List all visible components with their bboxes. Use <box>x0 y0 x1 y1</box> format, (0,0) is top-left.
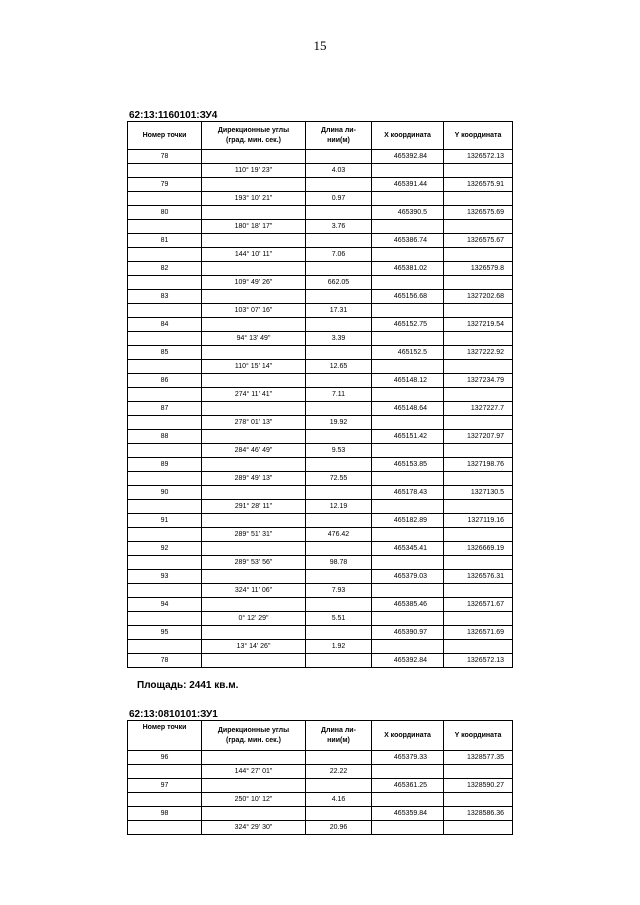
direction-angle-cell <box>202 458 306 472</box>
point-row <box>128 206 513 220</box>
segment-row <box>128 416 513 430</box>
direction-angle-cell: 180° 18' 17" <box>202 220 306 234</box>
x-coordinate-cell: 465151.42 <box>372 430 444 444</box>
x-coordinate-cell: 465379.33 <box>372 751 444 765</box>
line-length-cell <box>306 751 372 765</box>
x-coordinate-cell: 465152.75 <box>372 318 444 332</box>
segment-row <box>128 332 513 346</box>
point-number-cell <box>128 192 202 206</box>
x-coordinate-cell: 465390.97 <box>372 626 444 640</box>
x-coordinate-cell: 465152.5 <box>372 346 444 360</box>
y-coordinate-cell <box>444 765 513 779</box>
y-coordinate-cell <box>444 164 513 178</box>
section-title-zu4: 62:13:1160101:ЗУ4 <box>129 110 218 121</box>
direction-angle-cell <box>202 542 306 556</box>
line-length-cell: 3.76 <box>306 220 372 234</box>
line-length-cell: 5.51 <box>306 612 372 626</box>
line-length-cell: 7.06 <box>306 248 372 262</box>
point-number-cell: 79 <box>128 178 202 192</box>
line-length-cell <box>306 234 372 248</box>
x-coordinate-cell: 465379.03 <box>372 570 444 584</box>
y-coordinate-cell <box>444 640 513 654</box>
x-coordinate-cell <box>372 304 444 318</box>
line-length-cell: 7.11 <box>306 388 372 402</box>
table-body-zu4 <box>128 150 513 668</box>
y-coordinate-cell <box>444 332 513 346</box>
segment-row <box>128 528 513 542</box>
segment-row <box>128 472 513 486</box>
header-angle: Дирекционные углы (град. мин. сек.) <box>202 122 306 150</box>
line-length-cell: 3.39 <box>306 332 372 346</box>
y-coordinate-cell: 1327119.16 <box>444 514 513 528</box>
segment-row <box>128 765 513 779</box>
point-row <box>128 807 513 821</box>
line-length-cell: 12.65 <box>306 360 372 374</box>
line-length-cell <box>306 178 372 192</box>
x-coordinate-cell: 465361.25 <box>372 779 444 793</box>
direction-angle-cell: 94° 13' 49" <box>202 332 306 346</box>
line-length-cell: 12.19 <box>306 500 372 514</box>
line-length-cell <box>306 262 372 276</box>
direction-angle-cell: 110° 19' 23" <box>202 164 306 178</box>
line-length-cell <box>306 290 372 304</box>
point-number-cell: 83 <box>128 290 202 304</box>
direction-angle-cell: 278° 01' 13" <box>202 416 306 430</box>
line-length-cell <box>306 779 372 793</box>
line-length-cell <box>306 374 372 388</box>
point-row <box>128 318 513 332</box>
segment-row <box>128 304 513 318</box>
y-coordinate-cell: 1326571.69 <box>444 626 513 640</box>
x-coordinate-cell <box>372 528 444 542</box>
point-row <box>128 150 513 164</box>
line-length-cell <box>306 570 372 584</box>
y-coordinate-cell <box>444 556 513 570</box>
direction-angle-cell: 193° 10' 21" <box>202 192 306 206</box>
x-coordinate-cell <box>372 276 444 290</box>
point-row <box>128 458 513 472</box>
line-length-cell <box>306 807 372 821</box>
segment-row <box>128 360 513 374</box>
line-length-cell <box>306 402 372 416</box>
direction-angle-cell: 103° 07' 16" <box>202 304 306 318</box>
direction-angle-cell <box>202 318 306 332</box>
y-coordinate-cell <box>444 416 513 430</box>
point-row <box>128 262 513 276</box>
segment-row <box>128 192 513 206</box>
line-length-cell <box>306 486 372 500</box>
y-coordinate-cell <box>444 528 513 542</box>
x-coordinate-cell <box>372 248 444 262</box>
direction-angle-cell <box>202 206 306 220</box>
point-number-cell <box>128 360 202 374</box>
line-length-cell: 662.05 <box>306 276 372 290</box>
point-number-cell: 84 <box>128 318 202 332</box>
direction-angle-cell: 289° 51' 31" <box>202 528 306 542</box>
x-coordinate-cell: 465386.74 <box>372 234 444 248</box>
x-coordinate-cell <box>372 793 444 807</box>
point-number-cell <box>128 304 202 318</box>
y-coordinate-cell <box>444 248 513 262</box>
line-length-cell: 22.22 <box>306 765 372 779</box>
direction-angle-cell <box>202 346 306 360</box>
direction-angle-cell <box>202 598 306 612</box>
line-length-cell <box>306 514 372 528</box>
y-coordinate-cell <box>444 472 513 486</box>
point-row <box>128 626 513 640</box>
y-coordinate-cell <box>444 220 513 234</box>
direction-angle-cell: 144° 10' 11" <box>202 248 306 262</box>
direction-angle-cell <box>202 570 306 584</box>
header-length: Длина ли- нии(м) <box>306 721 372 751</box>
segment-row <box>128 164 513 178</box>
point-number-cell: 93 <box>128 570 202 584</box>
line-length-cell: 476.42 <box>306 528 372 542</box>
x-coordinate-cell: 465390.5 <box>372 206 444 220</box>
y-coordinate-cell <box>444 388 513 402</box>
y-coordinate-cell <box>444 444 513 458</box>
point-row <box>128 598 513 612</box>
header-x: X координата <box>372 721 444 751</box>
point-number-cell: 78 <box>128 654 202 668</box>
y-coordinate-cell: 1327207.97 <box>444 430 513 444</box>
x-coordinate-cell <box>372 584 444 598</box>
x-coordinate-cell <box>372 640 444 654</box>
point-number-cell <box>128 821 202 835</box>
x-coordinate-cell <box>372 164 444 178</box>
point-number-cell: 78 <box>128 150 202 164</box>
y-coordinate-cell <box>444 821 513 835</box>
line-length-cell <box>306 626 372 640</box>
direction-angle-cell: 289° 53' 56" <box>202 556 306 570</box>
point-number-cell: 91 <box>128 514 202 528</box>
line-length-cell: 1.92 <box>306 640 372 654</box>
x-coordinate-cell <box>372 765 444 779</box>
x-coordinate-cell <box>372 192 444 206</box>
point-number-cell: 95 <box>128 626 202 640</box>
line-length-cell: 7.93 <box>306 584 372 598</box>
x-coordinate-cell <box>372 556 444 570</box>
y-coordinate-cell: 1326575.67 <box>444 234 513 248</box>
point-number-cell <box>128 472 202 486</box>
point-row <box>128 751 513 765</box>
y-coordinate-cell <box>444 500 513 514</box>
x-coordinate-cell: 465182.89 <box>372 514 444 528</box>
y-coordinate-cell: 1326572.13 <box>444 654 513 668</box>
line-length-cell <box>306 654 372 668</box>
point-number-cell <box>128 528 202 542</box>
segment-row <box>128 220 513 234</box>
point-number-cell <box>128 388 202 402</box>
direction-angle-cell <box>202 262 306 276</box>
direction-angle-cell <box>202 626 306 640</box>
point-number-cell: 82 <box>128 262 202 276</box>
y-coordinate-cell <box>444 584 513 598</box>
point-number-cell: 98 <box>128 807 202 821</box>
point-number-cell <box>128 584 202 598</box>
segment-row <box>128 276 513 290</box>
line-length-cell: 17.31 <box>306 304 372 318</box>
point-row <box>128 402 513 416</box>
direction-angle-cell <box>202 178 306 192</box>
point-number-cell: 85 <box>128 346 202 360</box>
y-coordinate-cell <box>444 304 513 318</box>
y-coordinate-cell: 1327222.92 <box>444 346 513 360</box>
point-number-cell <box>128 416 202 430</box>
point-number-cell <box>128 220 202 234</box>
x-coordinate-cell: 465148.64 <box>372 402 444 416</box>
page-number: 15 <box>313 38 327 53</box>
line-length-cell: 19.92 <box>306 416 372 430</box>
point-number-cell: 94 <box>128 598 202 612</box>
point-number-cell <box>128 640 202 654</box>
point-number-cell <box>128 556 202 570</box>
y-coordinate-cell: 1326575.69 <box>444 206 513 220</box>
point-row <box>128 654 513 668</box>
point-number-cell <box>128 500 202 514</box>
line-length-cell <box>306 150 372 164</box>
point-row <box>128 374 513 388</box>
y-coordinate-cell: 1327219.54 <box>444 318 513 332</box>
line-length-cell <box>306 542 372 556</box>
point-number-cell <box>128 444 202 458</box>
x-coordinate-cell <box>372 500 444 514</box>
x-coordinate-cell <box>372 612 444 626</box>
y-coordinate-cell: 1328586.36 <box>444 807 513 821</box>
y-coordinate-cell: 1326571.67 <box>444 598 513 612</box>
table-header-row <box>128 721 513 751</box>
point-number-cell: 90 <box>128 486 202 500</box>
x-coordinate-cell: 465392.84 <box>372 654 444 668</box>
x-coordinate-cell <box>372 388 444 402</box>
line-length-cell <box>306 318 372 332</box>
point-row <box>128 542 513 556</box>
header-point: Номер точки <box>128 122 202 150</box>
y-coordinate-cell: 1328577.35 <box>444 751 513 765</box>
segment-row <box>128 444 513 458</box>
line-length-cell: 4.03 <box>306 164 372 178</box>
x-coordinate-cell: 465345.41 <box>372 542 444 556</box>
direction-angle-cell: 289° 49' 13" <box>202 472 306 486</box>
point-row <box>128 514 513 528</box>
coordinates-table-zu1 <box>127 720 513 835</box>
header-x: X координата <box>372 122 444 150</box>
direction-angle-cell <box>202 807 306 821</box>
y-coordinate-cell: 1327234.79 <box>444 374 513 388</box>
point-number-cell <box>128 164 202 178</box>
header-y: Y координата <box>444 122 513 150</box>
line-length-cell <box>306 206 372 220</box>
point-number-cell <box>128 332 202 346</box>
direction-angle-cell <box>202 779 306 793</box>
header-point: Номер точки <box>128 721 202 751</box>
point-number-cell: 86 <box>128 374 202 388</box>
x-coordinate-cell: 465359.84 <box>372 807 444 821</box>
x-coordinate-cell <box>372 821 444 835</box>
direction-angle-cell <box>202 150 306 164</box>
point-number-cell: 81 <box>128 234 202 248</box>
x-coordinate-cell <box>372 444 444 458</box>
direction-angle-cell: 144° 27' 01" <box>202 765 306 779</box>
direction-angle-cell <box>202 514 306 528</box>
table-header-row <box>128 122 513 150</box>
direction-angle-cell <box>202 234 306 248</box>
line-length-cell: 20.96 <box>306 821 372 835</box>
x-coordinate-cell <box>372 416 444 430</box>
point-number-cell: 80 <box>128 206 202 220</box>
point-number-cell <box>128 612 202 626</box>
point-row <box>128 290 513 304</box>
y-coordinate-cell: 1326669.19 <box>444 542 513 556</box>
point-number-cell: 97 <box>128 779 202 793</box>
header-angle: Дирекционные углы (град. мин. сек.) <box>202 721 306 751</box>
direction-angle-cell <box>202 486 306 500</box>
direction-angle-cell: 324° 29' 30" <box>202 821 306 835</box>
segment-row <box>128 388 513 402</box>
direction-angle-cell: 13° 14' 26" <box>202 640 306 654</box>
line-length-cell <box>306 458 372 472</box>
direction-angle-cell <box>202 751 306 765</box>
point-row <box>128 779 513 793</box>
segment-row <box>128 612 513 626</box>
point-number-cell: 89 <box>128 458 202 472</box>
direction-angle-cell <box>202 654 306 668</box>
point-row <box>128 570 513 584</box>
direction-angle-cell: 284° 46' 49" <box>202 444 306 458</box>
x-coordinate-cell <box>372 360 444 374</box>
coordinates-table-zu4 <box>127 121 513 668</box>
x-coordinate-cell <box>372 332 444 346</box>
point-number-cell: 96 <box>128 751 202 765</box>
direction-angle-cell <box>202 430 306 444</box>
segment-row <box>128 556 513 570</box>
direction-angle-cell: 0° 12' 29" <box>202 612 306 626</box>
point-number-cell: 88 <box>128 430 202 444</box>
y-coordinate-cell <box>444 276 513 290</box>
point-number-cell: 92 <box>128 542 202 556</box>
direction-angle-cell: 324° 11' 06" <box>202 584 306 598</box>
direction-angle-cell: 274° 11' 41" <box>202 388 306 402</box>
point-number-cell <box>128 793 202 807</box>
direction-angle-cell: 250° 10' 12" <box>202 793 306 807</box>
y-coordinate-cell <box>444 192 513 206</box>
x-coordinate-cell: 465148.12 <box>372 374 444 388</box>
direction-angle-cell: 291° 28' 11" <box>202 500 306 514</box>
direction-angle-cell <box>202 402 306 416</box>
line-length-cell: 4.16 <box>306 793 372 807</box>
segment-row <box>128 584 513 598</box>
y-coordinate-cell: 1328590.27 <box>444 779 513 793</box>
x-coordinate-cell: 465385.46 <box>372 598 444 612</box>
point-row <box>128 486 513 500</box>
x-coordinate-cell: 465392.84 <box>372 150 444 164</box>
y-coordinate-cell <box>444 612 513 626</box>
line-length-cell: 98.78 <box>306 556 372 570</box>
x-coordinate-cell: 465178.43 <box>372 486 444 500</box>
line-length-cell: 9.53 <box>306 444 372 458</box>
x-coordinate-cell: 465156.68 <box>372 290 444 304</box>
segment-row <box>128 640 513 654</box>
x-coordinate-cell: 465391.44 <box>372 178 444 192</box>
line-length-cell <box>306 598 372 612</box>
line-length-cell <box>306 346 372 360</box>
point-row <box>128 346 513 360</box>
point-row <box>128 430 513 444</box>
y-coordinate-cell: 1327202.68 <box>444 290 513 304</box>
point-number-cell <box>128 276 202 290</box>
x-coordinate-cell: 465153.85 <box>372 458 444 472</box>
y-coordinate-cell: 1326579.8 <box>444 262 513 276</box>
segment-row <box>128 793 513 807</box>
y-coordinate-cell: 1327130.5 <box>444 486 513 500</box>
point-number-cell: 87 <box>128 402 202 416</box>
direction-angle-cell <box>202 290 306 304</box>
point-number-cell <box>128 248 202 262</box>
direction-angle-cell <box>202 374 306 388</box>
line-length-cell <box>306 430 372 444</box>
y-coordinate-cell: 1326572.13 <box>444 150 513 164</box>
section-title-zu1: 62:13:0810101:ЗУ1 <box>129 709 218 720</box>
y-coordinate-cell: 1326576.31 <box>444 570 513 584</box>
y-coordinate-cell: 1327198.76 <box>444 458 513 472</box>
x-coordinate-cell <box>372 472 444 486</box>
header-length: Длина ли- нии(м) <box>306 122 372 150</box>
point-row <box>128 178 513 192</box>
direction-angle-cell: 110° 15' 14" <box>202 360 306 374</box>
direction-angle-cell: 109° 49' 26" <box>202 276 306 290</box>
area-text: Площадь: 2441 кв.м. <box>137 680 239 691</box>
y-coordinate-cell: 1327227.7 <box>444 402 513 416</box>
segment-row <box>128 500 513 514</box>
x-coordinate-cell <box>372 220 444 234</box>
table-body-zu1 <box>128 751 513 835</box>
point-row <box>128 234 513 248</box>
y-coordinate-cell: 1326575.91 <box>444 178 513 192</box>
line-length-cell: 72.55 <box>306 472 372 486</box>
point-number-cell <box>128 765 202 779</box>
line-length-cell: 0.97 <box>306 192 372 206</box>
y-coordinate-cell <box>444 360 513 374</box>
segment-row <box>128 821 513 835</box>
header-y: Y координата <box>444 721 513 751</box>
segment-row <box>128 248 513 262</box>
x-coordinate-cell: 465381.02 <box>372 262 444 276</box>
y-coordinate-cell <box>444 793 513 807</box>
